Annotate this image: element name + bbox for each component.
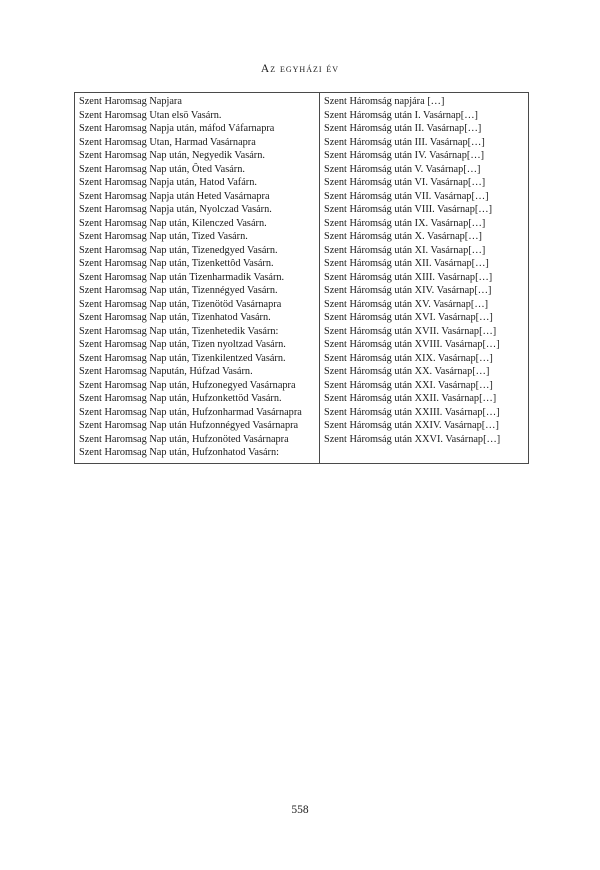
- table-cell: Szent Haromsag Nap után, Hufzonöted Vasárnapra: [79, 433, 289, 445]
- table-cell: Szent Haromsag Nap után, Tizenkilentzed Vasárn.: [79, 352, 286, 364]
- table-cell: Szent Háromság után XX. Vasárnap[…]: [324, 366, 490, 377]
- table-cell: Szent Haromsag Napjara: [79, 96, 182, 107]
- table-cell: Szent Háromság után III. Vasárnap[…]: [324, 136, 485, 148]
- table-cell: Szent Háromság után XVII. Vasárnap[…]: [324, 325, 497, 337]
- table-cell: Szent Haromsag Nap után, Hufzonharmad Vasárnapra: [79, 406, 302, 418]
- modern-titles-column: [320, 93, 528, 463]
- table-cell: Szent Haromsag Nap után, Hufzonkettöd Vasárn.: [79, 393, 282, 404]
- table-cell: Szent Haromsag Utan elsö Vasárn.: [79, 109, 222, 121]
- table-cell: Szent Haromsag Napja után, Hatod Vafárn.: [79, 177, 257, 188]
- table-cell: Szent Háromság után XXVI. Vasárnap[…]: [324, 433, 501, 445]
- table-cell: Szent Háromság után XXIII. Vasárnap[…]: [324, 406, 500, 418]
- table-cell: Szent Háromság után XII. Vasárnap[…]: [324, 258, 489, 269]
- table-cell: Szent Háromság után XIV. Vasárnap[…]: [324, 285, 492, 296]
- table-cell: Szent Háromság után II. Vasárnap[…]: [324, 123, 482, 134]
- table-cell: Szent Háromság után I. Vasárnap[…]: [324, 109, 478, 121]
- table-cell: Szent Haromsag Nap után, Tizenhetedik Vasárn:: [79, 325, 279, 337]
- table-cell: Szent Háromság után XIII. Vasárnap[…]: [324, 271, 493, 283]
- feast-comparison-table: [74, 92, 529, 464]
- page-number: 558: [291, 804, 309, 816]
- table-cell: Szent Háromság után VI. Vasárnap[…]: [324, 177, 486, 188]
- table-cell: Szent Háromság után VIII. Vasárnap[…]: [324, 204, 493, 215]
- table-cell: Szent Háromság után V. Vasárnap[…]: [324, 163, 481, 175]
- table-cell: Szent Haromsag Nap után, Kilenczed Vasárn.: [79, 217, 267, 229]
- table-cell: Szent Háromság után XVI. Vasárnap[…]: [324, 312, 493, 323]
- table-cell: Szent Haromsag Nap után, Tizenkettôd Vasárn.: [79, 258, 274, 269]
- table-cell: Szent Haromsag Nap után, Tizenedgyed Vasárn.: [79, 244, 278, 256]
- table-cell: Szent Haromsag Nap után Hufzonnégyed Vasárnapra: [79, 420, 299, 431]
- table-cell: Szent Haromsag Nap után, Tizenhatod Vasárn.: [79, 312, 271, 323]
- table-cell: Szent Háromság után XXII. Vasárnap[…]: [324, 393, 497, 404]
- table-cell: Szent Haromsag Nap után, Ôted Vasárn.: [79, 163, 245, 175]
- table-cell: Szent Haromsag Napután, Húfzad Vasárn.: [79, 366, 253, 377]
- table-cell: Szent Haromsag Napja után Heted Vasárnapra: [79, 190, 270, 202]
- running-header: Az egyházi év: [260, 63, 340, 75]
- historic-titles-column: [75, 93, 320, 463]
- table-cell: Szent Háromság után XIX. Vasárnap[…]: [324, 352, 493, 364]
- table-cell: Szent Háromság után XVIII. Vasárnap[…]: [324, 339, 500, 350]
- table-cell: Szent Haromsag Nap után, Tized Vasárn.: [79, 231, 248, 242]
- table-cell: Szent Haromsag Napja után, máfod Váfarnapra: [79, 123, 275, 134]
- table-cell: Szent Haromsag Nap után, Hufzonegyed Vasárnapra: [79, 379, 296, 391]
- table-cell: Szent Háromság után XV. Vasárnap[…]: [324, 298, 489, 310]
- table-cell: Szent Háromság után IX. Vasárnap[…]: [324, 217, 486, 229]
- table-cell: Szent Háromság után XI. Vasárnap[…]: [324, 244, 486, 256]
- table-cell: Szent Háromság után X. Vasárnap[…]: [324, 231, 482, 242]
- table-cell: Szent Haromsag Nap után, Tizenötöd Vasárnapra: [79, 298, 282, 310]
- table-cell: Szent Haromsag Nap után, Hufzonhatod Vasárn:: [79, 447, 279, 458]
- table-cell: Szent Háromság után XXIV. Vasárnap[…]: [324, 420, 499, 431]
- table-cell: Szent Haromsag Nap után, Negyedik Vasárn.: [79, 150, 265, 161]
- table-cell: Szent Haromsag Nap után Tizenharmadik Vasárn.: [79, 271, 285, 283]
- table-cell: Szent Háromság után XXI. Vasárnap[…]: [324, 379, 493, 391]
- table-cell: Szent Haromsag Nap után, Tizennégyed Vasárn.: [79, 285, 278, 296]
- table-cell: Szent Háromság után IV. Vasárnap[…]: [324, 150, 485, 161]
- table-cell: Szent Haromsag Napja után, Nyolczad Vasárn.: [79, 204, 272, 215]
- table-cell: Szent Háromság után VII. Vasárnap[…]: [324, 190, 489, 202]
- table-cell: Szent Háromság napjára […]: [324, 96, 445, 107]
- table-cell: Szent Haromsag Nap után, Tizen nyoltzad Vasárn.: [79, 339, 286, 350]
- table-cell: Szent Haromsag Utan, Harmad Vasárnapra: [79, 136, 256, 148]
